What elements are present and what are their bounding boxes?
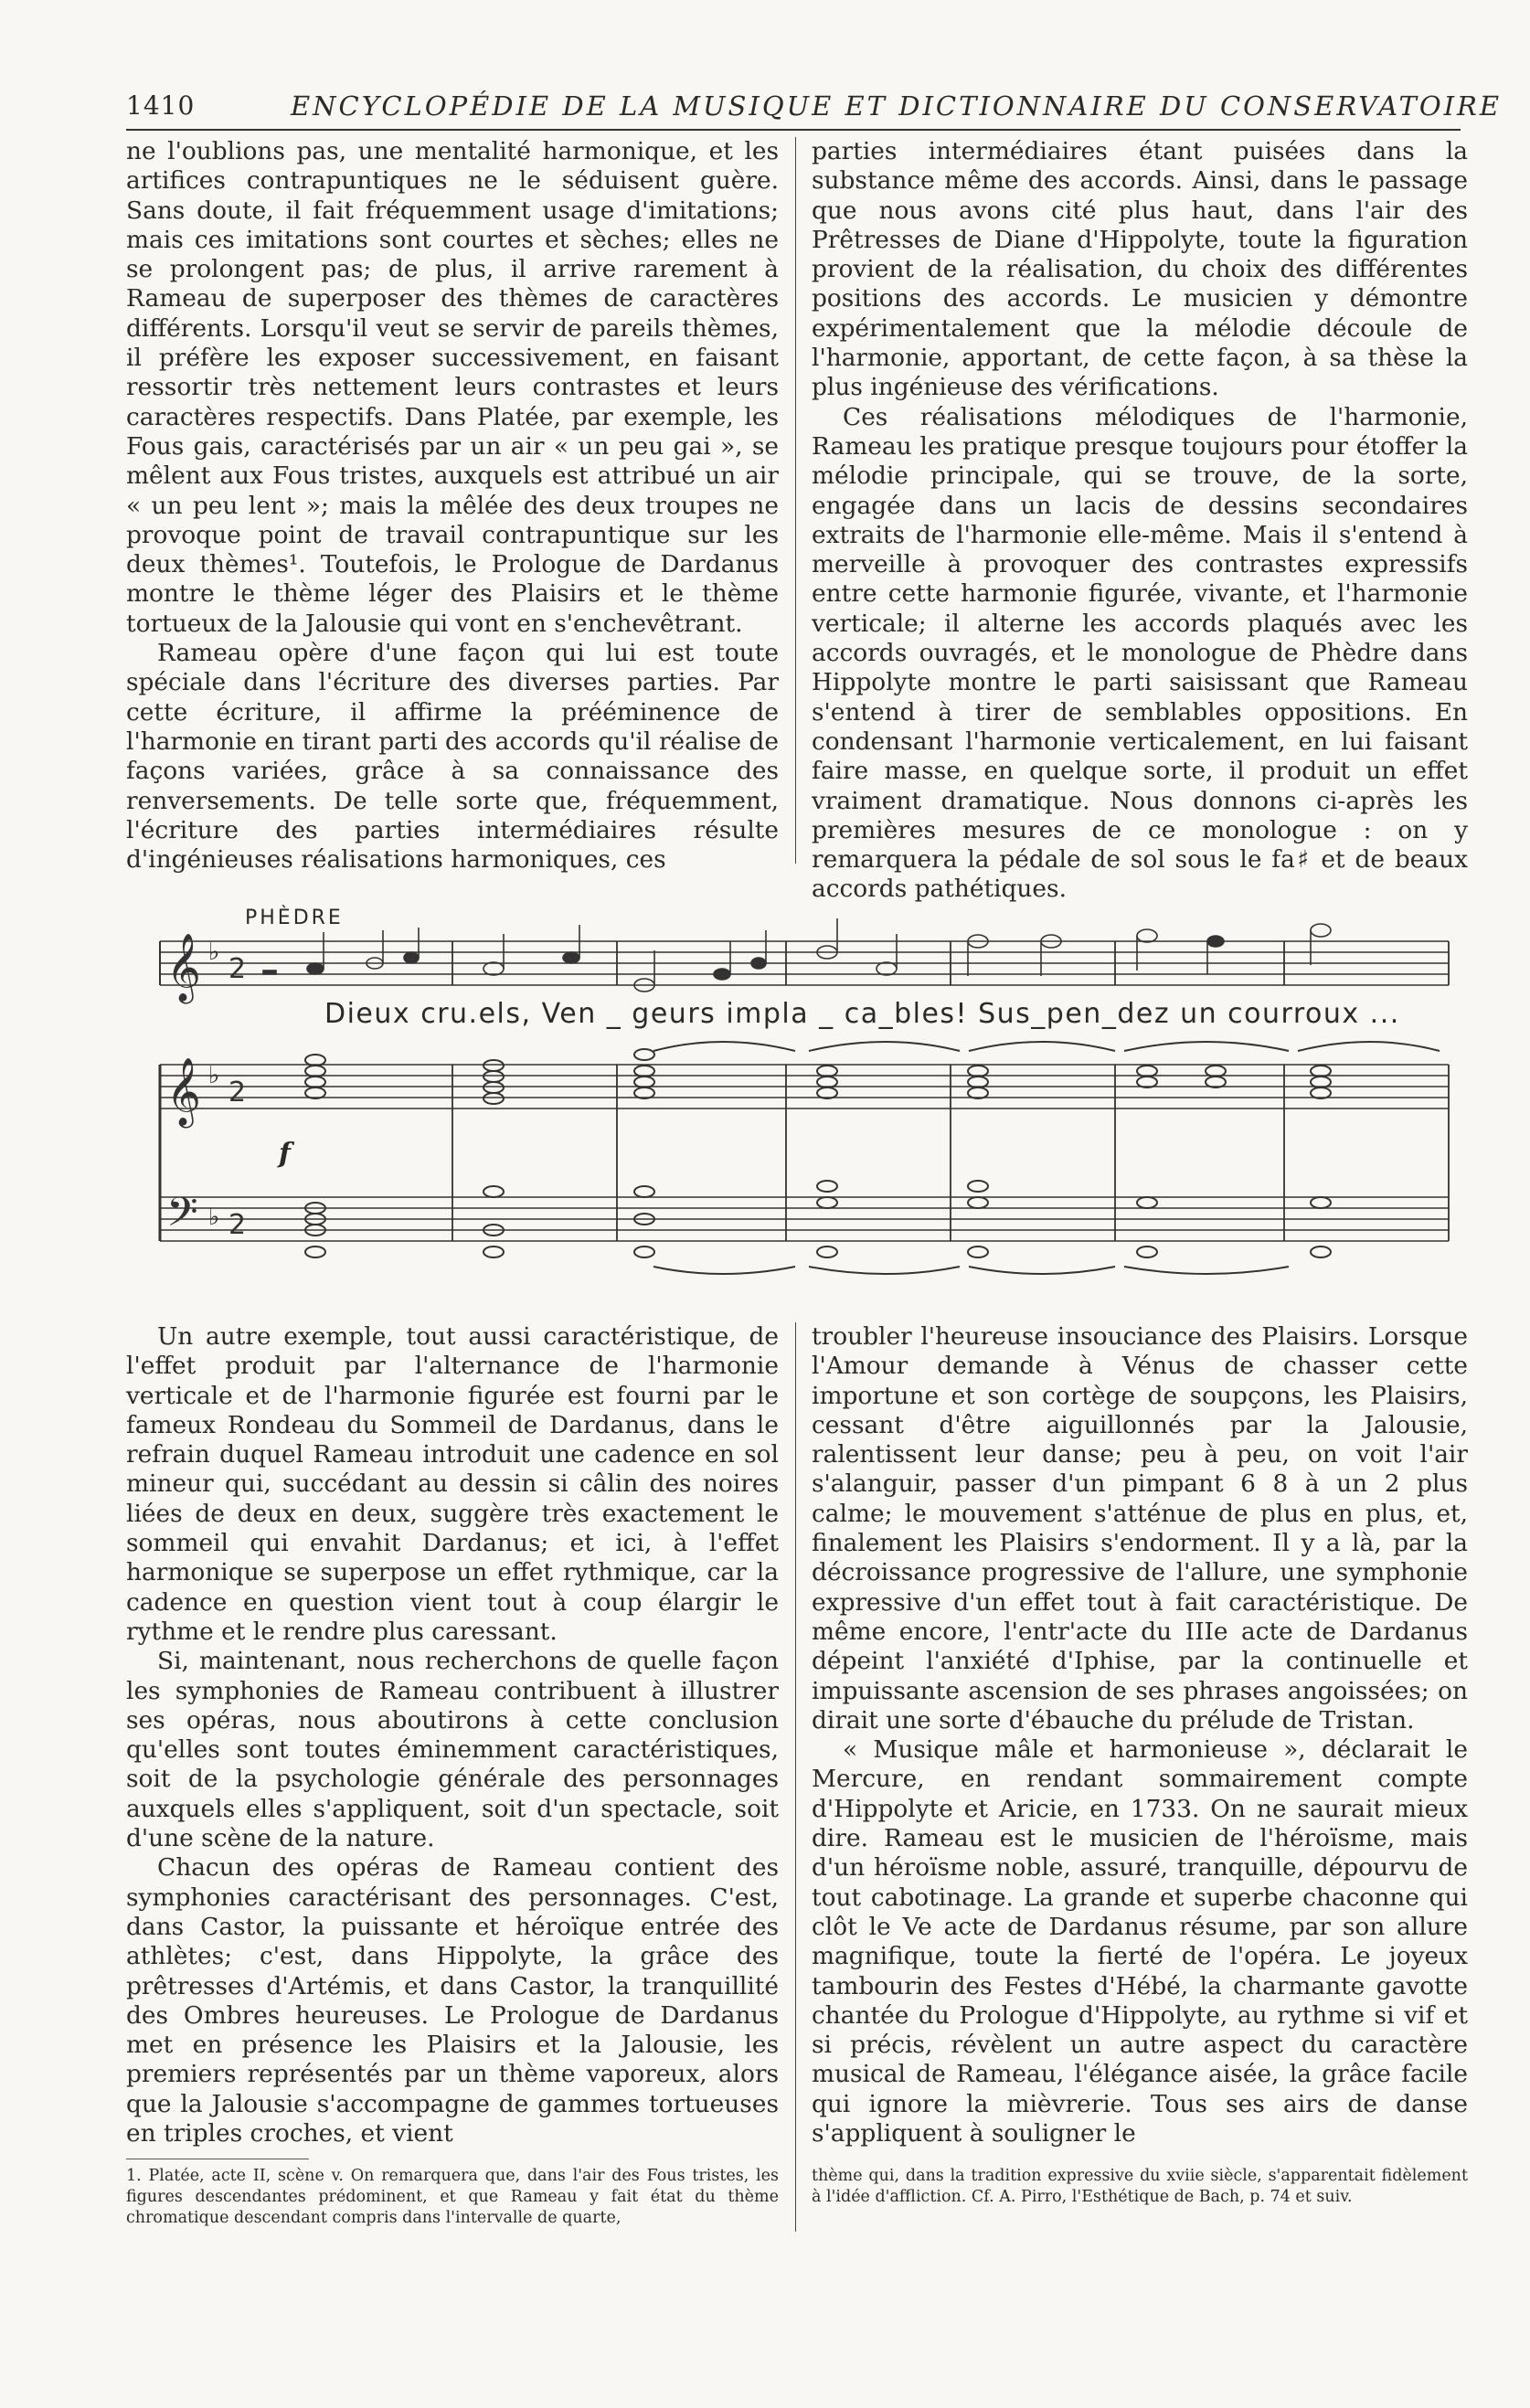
voice-name: PHÈDRE <box>245 907 344 929</box>
lyrics: Dieux cru.els, Ven _ geurs impla _ ca_bles! Sus_pen_dez un courroux ... <box>324 998 1400 1030</box>
treble-staff <box>160 1065 1449 1109</box>
svg-text:2: 2 <box>228 1077 247 1109</box>
flat-icon: ♭ <box>208 1062 220 1089</box>
treble-chords <box>305 1042 1440 1104</box>
paragraph: parties intermédiaires étant puisées dans la substance même des accords. Ainsi, dans le passage que nous avons cité plus haut, dans l'air des Prêtresses de Diane d'Hippolyte, toute la figuration provient de la réalisation, du choix des différentes positions des accords. Le musicien y démontre expérimentalement que la mélodie découle de l'harmonie, apportant, de cette façon, à sa thèse la plus ingénieuse des vérifications. <box>812 137 1468 402</box>
flat-icon: ♭ <box>208 1204 220 1231</box>
paragraph: Rameau opère d'une façon qui lui est toute spéciale dans l'écriture des diverses parties. Par cette écriture, il affirme la prééminence de l'harmonie en tirant parti des accords qu'il réalise de façons variées, grâce à sa connaissance des renversements. De telle sorte que, fréquemment, l'écriture des parties intermédiaires résulte d'ingénieuses réalisations harmoniques, ces <box>126 639 779 875</box>
bottom-left-column <box>126 1322 779 2148</box>
column-divider <box>795 137 796 864</box>
paragraph: Si, maintenant, nous recherchons de quelle façon les symphonies de Rameau contribuent à illustrer ses opéras, nous aboutirons à cette conclusion qu'elles sont toutes éminemment caractéristiques, soit de la psychologie générale des personnages auxquels elles s'appliquent, soit d'un spectacle, soit d'une scène de la nature. <box>126 1647 779 1853</box>
column-divider <box>795 1322 796 2232</box>
voice-staff <box>160 941 1449 985</box>
top-left-column <box>126 137 779 875</box>
bass-chords <box>305 1181 1331 1274</box>
paragraph: Ces réalisations mélodiques de l'harmonie, Rameau les pratique presque toujours pour étoffer la mélodie principale, qui se trouve, de la sorte, engagée dans un lacis de dessins secondaires extraits de l'harmonie elle-même. Mais il s'entend à merveille à provoquer des contrastes expressifs entre cette harmonie figurée, vivante, et l'harmonie verticale; il alterne les accords plaqués avec les accords ouvragés, et le monologue de Phèdre dans Hippolyte montre le parti saisissant que Rameau s'entend à tirer de semblables oppositions. En condensant l'harmonie verticalement, en lui faisant faire masse, en quelque sorte, il produit un effet vraiment dramatique. Nous donnons ci-après les premières mesures de ce monologue : on y remarquera la pédale de sol sous le fa♯ et de beaux accords pathétiques. <box>812 402 1468 904</box>
svg-text:2: 2 <box>228 1209 247 1241</box>
paragraph: « Musique mâle et harmonieuse », déclarait le Mercure, en rendant sommairement compte d'Hippolyte et Aricie, en 1733. On ne saurait mieux dire. Rameau est le musicien de l'héroïsme, mais d'un héroïsme noble, assuré, tranquille, dépourvu de tout cabotinage. La grande et superbe chaconne qui clôt le Ve acte de Dardanus résume, par son allure magnifique, toute la fierté de l'opéra. Le joyeux tambourin des Festes d'Hébé, la charmante gavotte chantée du Prologue d'Hippolyte, au rythme si vif et si précis, révèlent un autre aspect du caractère musical de Rameau, l'élégance aisée, la grâce facile qui ignore la mièvrerie. Tous ses airs de danse s'appliquent à souligner le <box>812 1735 1468 2148</box>
page-number: 1410 <box>126 90 196 121</box>
voice-notes <box>263 918 1331 992</box>
music-score <box>155 905 1453 1289</box>
dynamic-marking: f <box>279 1138 291 1170</box>
flat-icon: ♭ <box>208 939 220 966</box>
treble-clef-icon: 𝄞 <box>166 934 201 1002</box>
top-right-column <box>812 137 1468 905</box>
paragraph: troubler l'heureuse insouciance des Plaisirs. Lorsque l'Amour demande à Vénus de chasser cette importune et son cortège de soupçons, les Plaisirs, cessant d'être aiguillonnés par la Jalousie, ralentissent leur danse; peu à peu, on voit l'air s'alanguir, passer d'un pimpant 6 8 à un 2 plus calme; le mouvement s'atténue de plus en plus, et, finalement les Plaisirs s'endorment. Il y a là, par la décroissance progressive de l'allure, une symphonie expressive d'un effet tout à fait caractéristique. De même encore, l'entr'acte du IIIe acte de Dardanus dépeint l'anxiété d'Iphise, par la continuelle et impuissante ascension de ses phrases angoissées; on dirait une sorte d'ébauche du prélude de Tristan. <box>812 1322 1468 1734</box>
bottom-right-column <box>812 1322 1468 2148</box>
footnote-right: thème qui, dans la tradition expressive du xviie siècle, s'apparentait fidèlement à l'idée d'affliction. Cf. A. Pirro, l'Esthétique de Bach, p. 74 et suiv. <box>812 2167 1468 2206</box>
paragraph: ne l'oublions pas, une mentalité harmonique, et les artifices contrapuntiques ne le séduisent guère. Sans doute, il fait fréquemment usage d'imitations; mais ces imitations sont courtes et sèches; elles ne se prolongent pas; de plus, il arrive rarement à Rameau de superposer des thèmes de caractères différents. Lorsqu'il veut se servir de pareils thèmes, il préfère les exposer successivement, en faisant ressortir très nettement leurs contrastes et leurs caractères respectifs. Dans Platée, par exemple, les Fous gais, caractérisés par un air « un peu gai », se mêlent aux Fous tristes, auxquels est attribué un air « un peu lent »; mais la mêlée des deux troupes ne provoque point de travail contrapuntique sur les deux thèmes¹. Toutefois, le Prologue de Dardanus montre le thème léger des Plaisirs et le thème tortueux de la Jalousie qui vont en s'enchevêtrant. <box>126 137 779 638</box>
treble-clef-icon: 𝄞 <box>166 1058 201 1126</box>
running-title: ENCYCLOPÉDIE DE LA MUSIQUE ET DICTIONNAIRE DU CONSERVATOIRE <box>291 90 1503 122</box>
page-header <box>126 87 1503 131</box>
paragraph: Un autre exemple, tout aussi caractéristique, de l'effet produit par l'alternance de l'harmonie verticale et de l'harmonie figurée est fourni par le fameux Rondeau du Sommeil de Dardanus, dans le refrain duquel Rameau introduit une cadence en sol mineur qui, succédant au dessin si câlin des noires liées de deux en deux, suggère très exactement le sommeil qui envahit Dardanus; et ici, à l'effet harmonique se superpose un effet rythmique, car la cadence en question vient tout à coup élargir le rythme et le rendre plus caressant. <box>126 1322 779 1646</box>
paragraph: Chacun des opéras de Rameau contient des symphonies caractérisant des personnages. C'est, dans Castor, la puissante et héroïque entrée des athlètes; c'est, dans Hippolyte, la grâce des prêtresses d'Artémis, et dans Castor, la tranquillité des Ombres heureuses. Le Prologue de Dardanus met en présence les Plaisirs et la Jalousie, les premiers représentés par un thème vaporeux, alors que la Jalousie s'accompagne de gammes tortueuses en triples croches, et vient <box>126 1853 779 2148</box>
bass-staff <box>160 1197 1449 1241</box>
svg-text:2: 2 <box>228 953 247 985</box>
footnote-left: 1. Platée, acte II, scène v. On remarquera que, dans l'air des Fous tristes, les figures descendantes prédominent, et que Rameau y fait état du thème chromatique descendant compris dans l'intervalle de quarte, <box>126 2167 779 2227</box>
bass-clef-icon: 𝄢 <box>166 1188 198 1246</box>
